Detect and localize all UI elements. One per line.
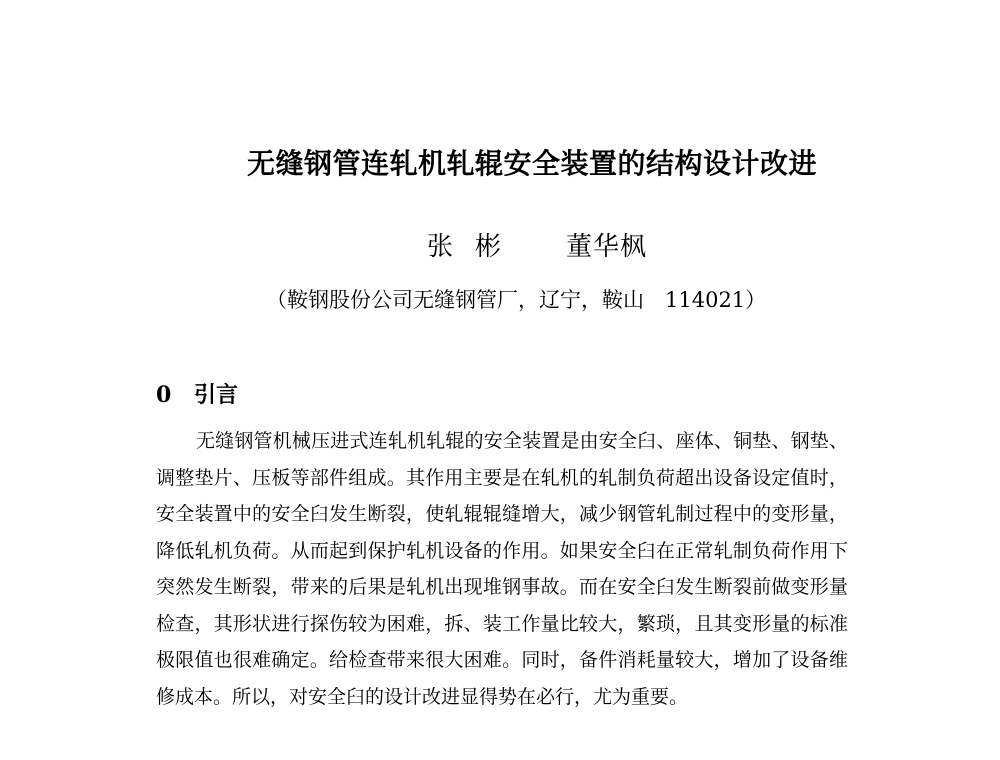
section-number: 0 (156, 382, 172, 408)
author-affiliation: （鞍钢股份公司无缝钢管厂，辽宁，鞍山 114021） (266, 288, 767, 312)
author-name: 董华枫 (566, 232, 648, 262)
author-name: 张彬 (427, 232, 524, 262)
author-list (0, 226, 1000, 266)
body-paragraph: 无缝钢管机械压进式连轧机轧辊的安全装置是由安全臼、座体、铜垫、钢垫、调整垫片、压板等部件组成。其作用主要是在轧机的轧制负荷超出设备设定值时，安全装置中的安全臼发生断裂，使轧辊辊缝增大，减少钢管轧制过程中的变形量，降低轧机负荷。从而起到保护轧机设备的作用。如果安全臼在正常轧制负荷作用下突然发生断裂，带来的后果是轧机出现堆钢事故。而在安全臼发生断裂前做变形量检查，其形状进行探伤较为困难，拆、装工作量比较大，繁琐，且其变形量的标准极限值也很难确定。给检查带来很大困难。同时，备件消耗量较大，增加了设备维修成本。所以，对安全臼的设计改进显得势在必行，尤为重要。 (156, 430, 848, 708)
paper-title: 无缝钢管连轧机轧辊安全装置的结构设计改进 (246, 147, 817, 180)
section-title: 引言 (194, 382, 239, 408)
section-heading (156, 378, 238, 409)
